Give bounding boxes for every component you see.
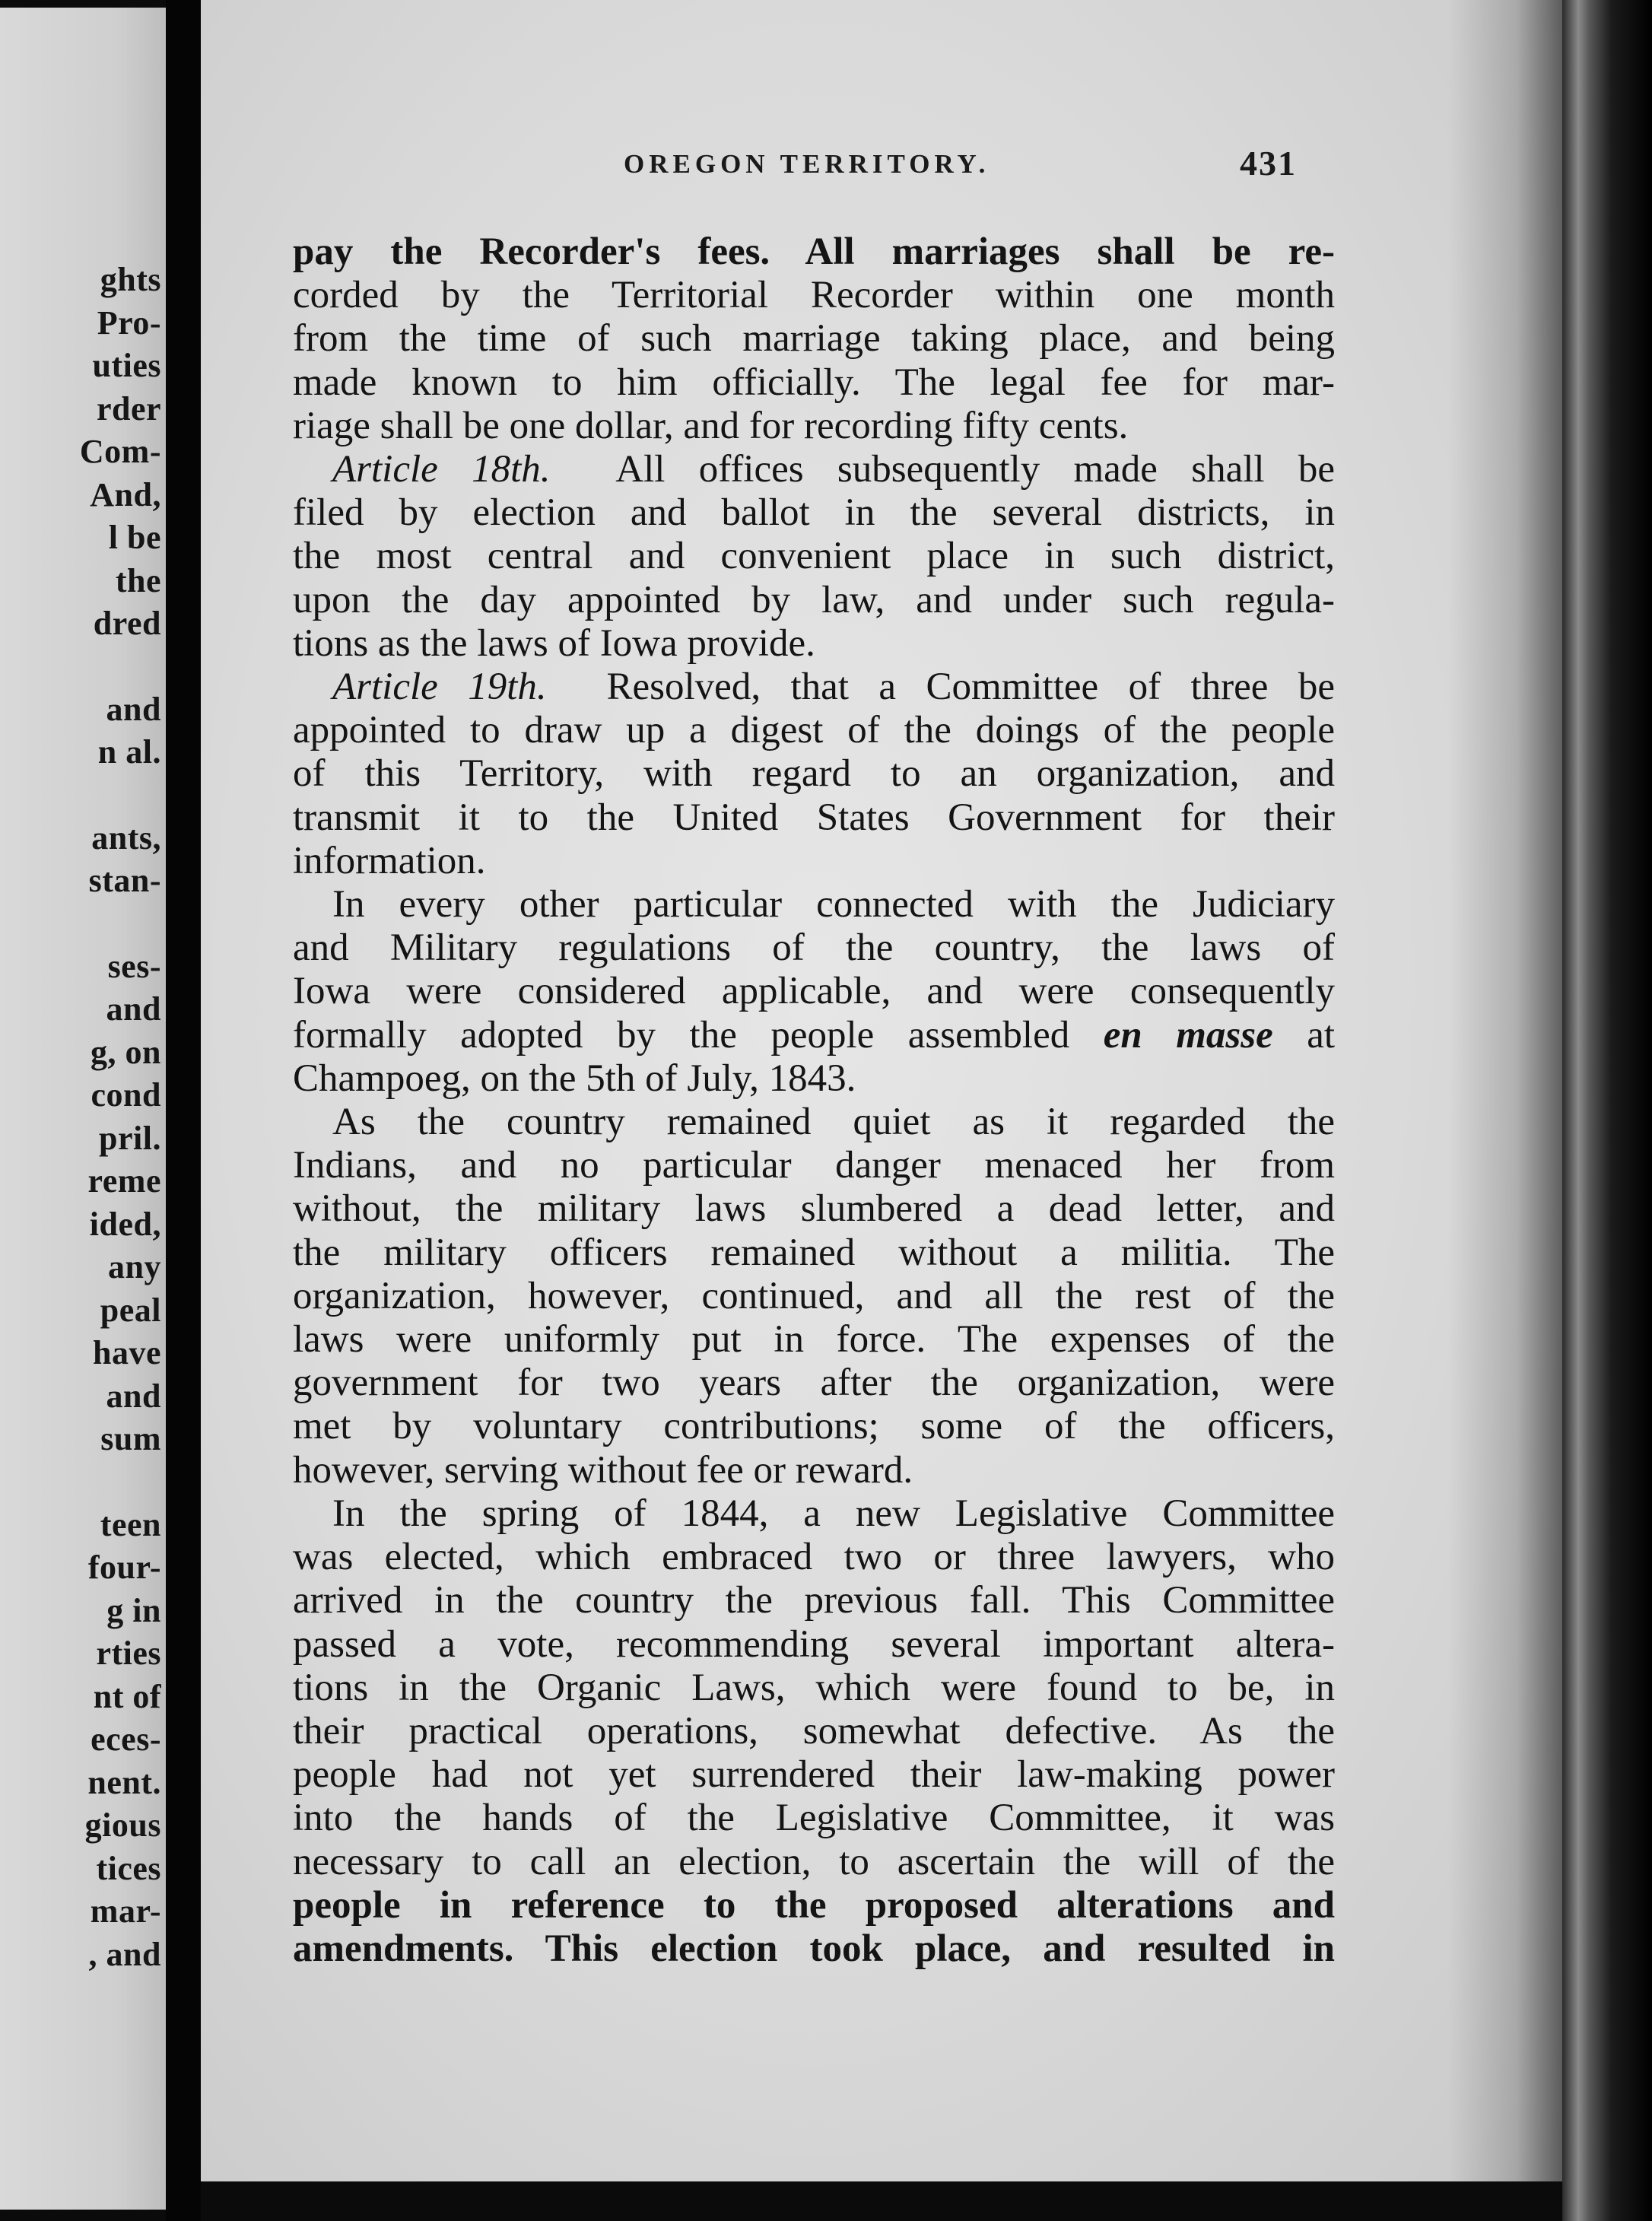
facing-page-line: and — [106, 690, 161, 728]
facing-page-line: Com- — [79, 433, 161, 470]
text-line: In the spring of 1844, a new Legislative Committee — [332, 1492, 1335, 1535]
book-gutter — [166, 0, 201, 2221]
text-line: As the country remained quiet as it regarded the — [332, 1101, 1335, 1144]
text-line: organization, however, continued, and all the rest of the — [293, 1274, 1335, 1317]
facing-page-line: ghts — [100, 261, 161, 298]
text-line: necessary to call an election, to ascertain the will of the — [293, 1840, 1335, 1883]
facing-page-line: any — [108, 1248, 161, 1285]
facing-page-line: rder — [96, 389, 161, 427]
text-line: pay the Recorder's fees. All marriages shall be re- — [293, 230, 1335, 273]
facing-page-line: sum — [100, 1420, 161, 1457]
facing-page — [0, 8, 166, 2210]
italic-phrase: en masse — [1103, 1013, 1273, 1056]
text-line: met by voluntary contributions; some of the officers, — [293, 1405, 1335, 1448]
facing-page-line: n al. — [97, 733, 161, 771]
facing-page-line: the — [115, 561, 161, 599]
text-line: their practical operations, somewhat defective. As the — [293, 1709, 1335, 1752]
facing-page-line: tices — [96, 1849, 161, 1887]
text-line: from the time of such marriage taking place, and being — [293, 317, 1335, 361]
text-line: and Military regulations of the country, the laws of — [293, 926, 1335, 970]
text-line: Indians, and no particular danger menaced her from — [293, 1144, 1335, 1187]
text-line: government for two years after the organization, were — [293, 1362, 1335, 1405]
text-line: corded by the Territorial Recorder within one month — [293, 274, 1335, 317]
facing-page-line: have — [93, 1334, 161, 1371]
facing-page-text — [9, 259, 161, 1976]
text-line: Article 19th. Resolved, that a Committee of three be — [332, 666, 1335, 709]
facing-page-line: mar- — [90, 1892, 161, 1930]
page-number: 431 — [1240, 144, 1297, 183]
text-line: transmit it to the United States Government for their — [293, 796, 1335, 839]
text-line: riage shall be one dollar, and for recording fifty cents. — [293, 404, 1129, 447]
facing-page-line: g in — [106, 1591, 161, 1629]
page-edge-shadow — [1448, 0, 1562, 2181]
facing-page-line: gious — [84, 1806, 161, 1844]
facing-page-line: pril. — [99, 1119, 161, 1157]
text-line: In every other particular connected with the Judiciary — [332, 883, 1335, 926]
facing-page-line: nt of — [93, 1677, 161, 1715]
facing-page-line: And, — [90, 475, 161, 513]
text-line: filed by election and ballot in the several districts, in — [293, 491, 1335, 535]
text-line: formally adopted by the people assembled en masse at — [293, 1013, 1336, 1056]
text-line: Champoeg, on the 5th of July, 1843. — [293, 1056, 856, 1100]
text-line: information. — [293, 839, 486, 882]
text-line: the military officers remained without a militia. The — [293, 1231, 1335, 1274]
article-label: Article 18th. — [332, 448, 551, 491]
facing-page-line: cond — [91, 1076, 161, 1114]
text-line: made known to him officially. The legal fee for mar- — [293, 361, 1335, 404]
text-line: appointed to draw up a digest of the doings of the people — [293, 709, 1335, 752]
page-fore-edge — [1562, 0, 1652, 2221]
text-line: people in reference to the proposed alterations and — [293, 1883, 1335, 1927]
facing-page-line: eces- — [91, 1721, 161, 1758]
text-line: Article 18th. All offices subsequently made shall be — [332, 448, 1336, 491]
facing-page-line: stan- — [88, 862, 161, 899]
line-gap — [9, 1461, 161, 1504]
facing-page-line: nent. — [87, 1763, 161, 1801]
article-label: Article 19th. — [332, 666, 547, 709]
text-line: arrived in the country the previous fall. This Committee — [293, 1579, 1335, 1622]
facing-page-line: four- — [87, 1549, 161, 1586]
line-gap — [9, 646, 161, 688]
facing-page-line: ants, — [91, 818, 161, 856]
text-line: was elected, which embraced two or three lawyers, who — [293, 1536, 1335, 1579]
text-line: without, the military laws slumbered a dead letter, and — [293, 1187, 1335, 1231]
text-line: however, serving without fee or reward. — [293, 1448, 913, 1492]
facing-page-line: , and — [88, 1935, 161, 1973]
text-line: tions as the laws of Iowa provide. — [293, 621, 815, 665]
line-gap — [9, 903, 161, 945]
text-line: passed a vote, recommending several important altera- — [293, 1622, 1335, 1666]
facing-page-line: dred — [93, 605, 161, 642]
text-line: people had not yet surrendered their law-making power — [293, 1753, 1335, 1797]
text-line: amendments. This election took place, and resulted in — [293, 1927, 1335, 1970]
text-line: upon the day appointed by law, and under such regula- — [293, 578, 1335, 621]
facing-page-line: g, on — [91, 1033, 161, 1071]
facing-page-line: peal — [100, 1291, 161, 1329]
facing-page-line: reme — [87, 1162, 161, 1199]
facing-page-line: rties — [96, 1635, 161, 1672]
facing-page-line: Pro- — [97, 303, 161, 342]
facing-page-line: uties — [92, 347, 161, 384]
facing-page-line: ided, — [89, 1205, 161, 1243]
line-gap — [9, 774, 161, 817]
text-line: Iowa were considered applicable, and were consequently — [293, 970, 1335, 1013]
facing-page-line: teen — [100, 1505, 161, 1543]
text-line: tions in the Organic Laws, which were found to be, in — [293, 1666, 1335, 1709]
facing-page-line: and — [106, 1377, 161, 1415]
text-line: into the hands of the Legislative Committee, it was — [293, 1797, 1335, 1840]
facing-page-line: ses- — [107, 947, 161, 985]
text-line: the most central and convenient place in such district, — [293, 535, 1335, 578]
text-line: laws were uniformly put in force. The expenses of the — [293, 1318, 1335, 1362]
facing-page-line: l be — [108, 519, 161, 556]
body-text — [293, 230, 1335, 1971]
running-head-title: OREGON TERRITORY. — [624, 149, 990, 179]
facing-page-line: and — [106, 990, 161, 1028]
text-line: of this Territory, with regard to an organization, and — [293, 752, 1335, 796]
